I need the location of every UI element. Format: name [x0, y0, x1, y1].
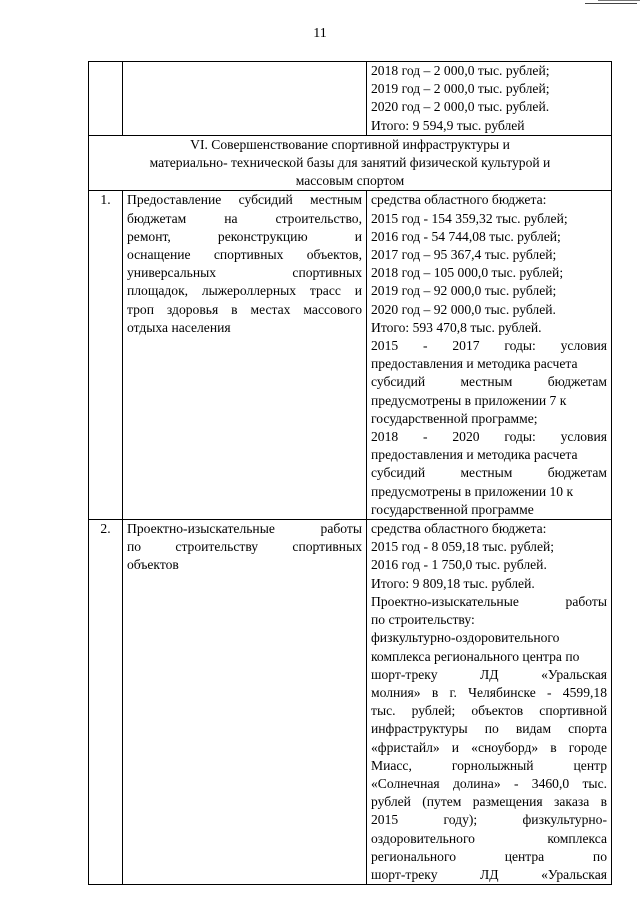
financing-line: средства областного бюджета:	[371, 521, 547, 537]
financing-line: 2018 - 2020 годы: условия	[371, 429, 607, 445]
page-number: 11	[313, 26, 327, 41]
section-title-line: массовым спортом	[295, 173, 405, 189]
description-line: по строительству спортивных	[127, 539, 362, 555]
program-table	[88, 61, 612, 885]
description-line: объектов	[127, 557, 179, 573]
section-title	[89, 135, 612, 191]
description-line: бюджетам на строительство,	[127, 210, 362, 226]
financing-line: предусмотрены в приложении 7 к	[371, 392, 567, 408]
financing-line: 2016 год - 54 744,08 тыс. рублей;	[371, 228, 561, 244]
table-row	[89, 191, 612, 520]
financing-line: 2019 год – 92 000,0 тыс. рублей;	[371, 283, 557, 299]
section-title-line: VI. Совершенствование спортивной инфраструктуры и	[190, 136, 510, 152]
description-line: универсальных спортивных	[127, 265, 362, 281]
financing-line: 2020 год – 92 000,0 тыс. рублей.	[371, 301, 556, 317]
financing-line: 2020 год – 2 000,0 тыс. рублей.	[371, 99, 550, 115]
financing-line: субсидий местным бюджетам	[371, 465, 607, 481]
description-line: ремонт, реконструкцию и	[127, 228, 362, 244]
description-line: Предоставление субсидий местным	[127, 192, 362, 208]
row-number: 2.	[89, 520, 123, 885]
section-title-line: материально- технической базы для занятий физической культурой и	[149, 155, 551, 171]
financing-line: 2019 год – 2 000,0 тыс. рублей;	[371, 81, 550, 97]
financing-line: по строительству:	[371, 612, 475, 628]
financing-line: Итого: 9 594,9 тыс. рублей	[371, 117, 525, 133]
measure-description	[123, 191, 367, 520]
description-line: отдыха населения	[127, 319, 231, 335]
description-line: Проектно-изыскательные работы	[127, 521, 362, 537]
financing-line: рублей (путем размещения заказа в	[371, 794, 607, 810]
financing-line: комплекса регионального центра по	[371, 648, 580, 664]
financing-line: 2016 год - 1 750,0 тыс. рублей.	[371, 557, 547, 573]
description-line: троп здоровья в местах массового	[127, 301, 362, 317]
section-header-row	[89, 135, 612, 191]
cell-financing-continuation	[367, 62, 612, 136]
financing-line: оздоровительного комплекса	[371, 830, 607, 846]
scan-edge-line-2	[598, 0, 640, 1]
cell-desc-empty	[123, 62, 367, 136]
financing-line: тыс. рублей; объектов спортивной	[371, 703, 607, 719]
financing-line: Проектно-изыскательные работы	[371, 593, 607, 609]
scan-edge-line	[585, 3, 637, 4]
description-line: оснащение спортивных объектов,	[127, 247, 362, 263]
financing-line: предусмотрены в приложении 10 к	[371, 483, 574, 499]
financing-line: регионального центра по	[371, 848, 607, 864]
financing-line: 2017 год – 95 367,4 тыс. рублей;	[371, 247, 557, 263]
financing-line: 2015 год - 8 059,18 тыс. рублей;	[371, 539, 555, 555]
financing-line: «фристайл» и «сноуборд» в городе	[371, 739, 607, 755]
financing-line: физкультурно-оздоровительного	[371, 630, 560, 646]
measure-description	[123, 520, 367, 885]
financing-details	[367, 520, 612, 885]
description-line: площадок, лыжероллерных трасс и	[127, 283, 362, 299]
financing-line: 2015 году); физкультурно-	[371, 812, 607, 828]
financing-line: «Солнечная долина» - 3460,0 тыс.	[371, 775, 607, 791]
financing-line: предоставления и методика расчета	[371, 356, 578, 372]
financing-line: государственной программе	[371, 501, 534, 517]
cell-num-empty	[89, 62, 123, 136]
financing-line: 2018 год – 2 000,0 тыс. рублей;	[371, 63, 550, 78]
financing-line: Итого: 9 809,18 тыс. рублей.	[371, 575, 535, 591]
financing-line: шорт-треку ЛД «Уральская	[371, 666, 607, 682]
financing-line: субсидий местным бюджетам	[371, 374, 607, 390]
financing-line: Миасс, горнолыжный центр	[371, 757, 607, 773]
financing-details	[367, 191, 612, 520]
financing-line: средства областного бюджета:	[371, 192, 547, 208]
financing-line: 2015 - 2017 годы: условия	[371, 338, 607, 354]
table-row	[89, 520, 612, 885]
financing-line: инфраструктуры по видам спорта	[371, 721, 607, 737]
financing-line: предоставления и методика расчета	[371, 447, 578, 463]
financing-line: 2015 год - 154 359,32 тыс. рублей;	[371, 210, 568, 226]
financing-line: молния» в г. Челябинске - 4599,18	[371, 684, 607, 700]
financing-line: шорт-треку ЛД «Уральская	[371, 866, 607, 882]
financing-line: государственной программе;	[371, 410, 538, 426]
financing-line: 2018 год – 105 000,0 тыс. рублей;	[371, 265, 564, 281]
row-number: 1.	[89, 191, 123, 520]
financing-line: Итого: 593 470,8 тыс. рублей.	[371, 319, 542, 335]
table-row-continuation	[89, 62, 612, 136]
